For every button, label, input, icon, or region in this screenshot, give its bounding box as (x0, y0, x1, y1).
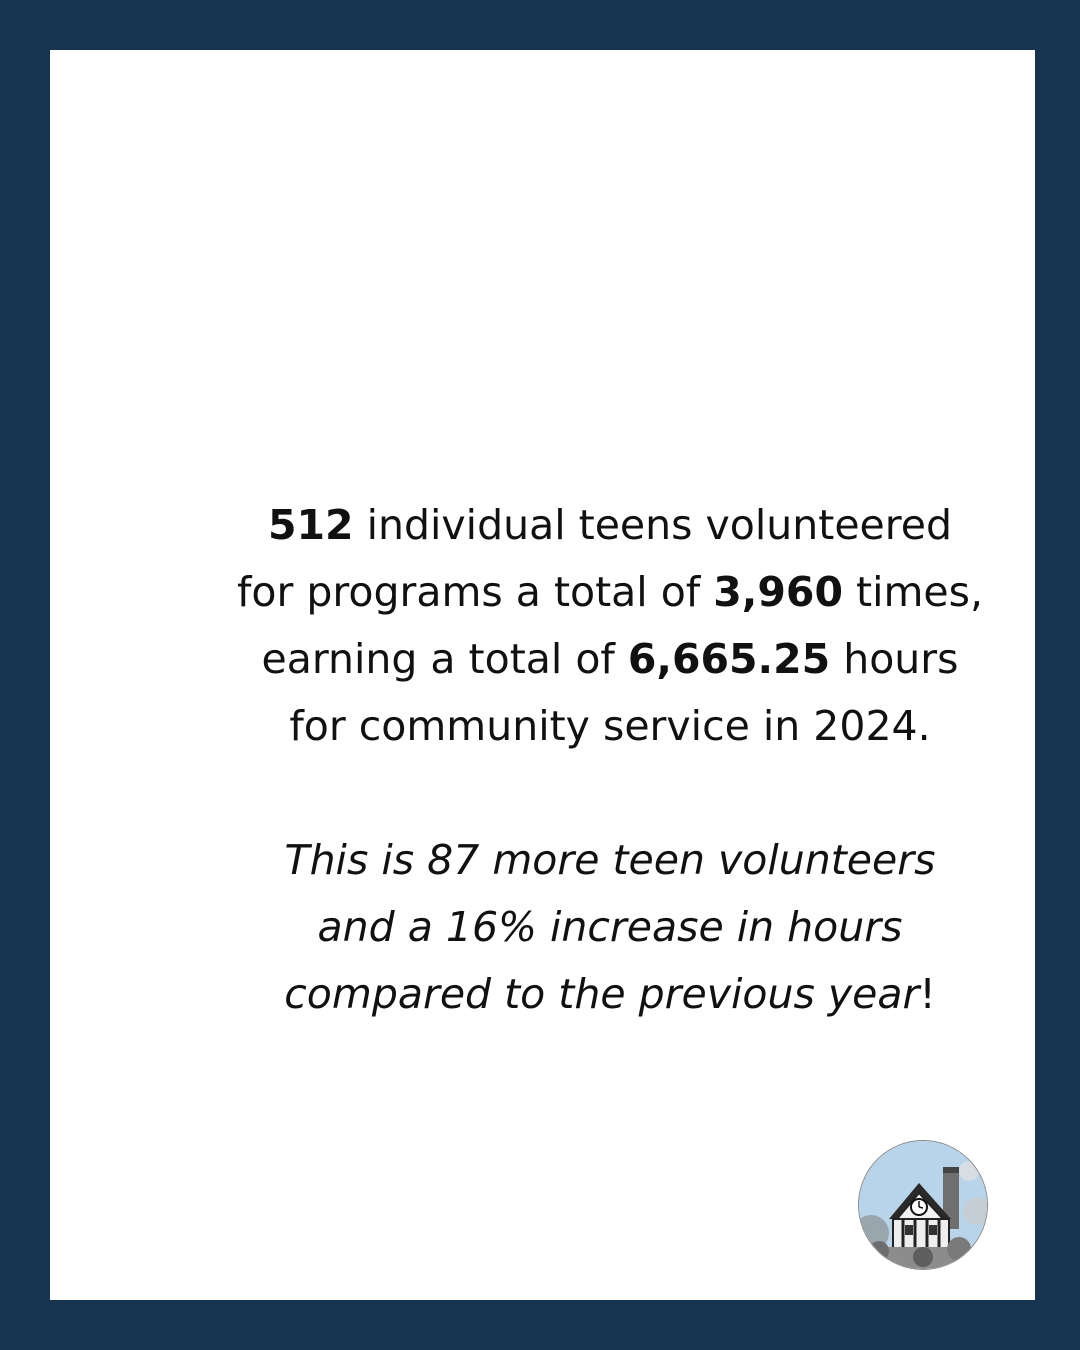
note-line-2: and a 16% increase in hours (317, 903, 903, 951)
building-sketch-icon (858, 1140, 988, 1270)
note-line-1: This is 87 more teen volunteers (284, 836, 936, 884)
note-line-3: compared to the previous year! (284, 970, 936, 1018)
stats-line-3: earning a total of 6,665.25 hours (261, 635, 959, 683)
stats-line-4: for community service in 2024. (289, 702, 931, 750)
hours-count: 6,665.25 (627, 635, 831, 683)
comparison-note (50, 827, 1080, 1028)
teen-count: 512 (268, 501, 354, 549)
stats-line-1: 512 individual teens volunteered (268, 501, 952, 549)
times-count: 3,960 (713, 568, 843, 616)
volunteer-stats (50, 492, 1080, 760)
content-card (50, 50, 1035, 1300)
stats-line-2: for programs a total of 3,960 times, (236, 568, 984, 616)
